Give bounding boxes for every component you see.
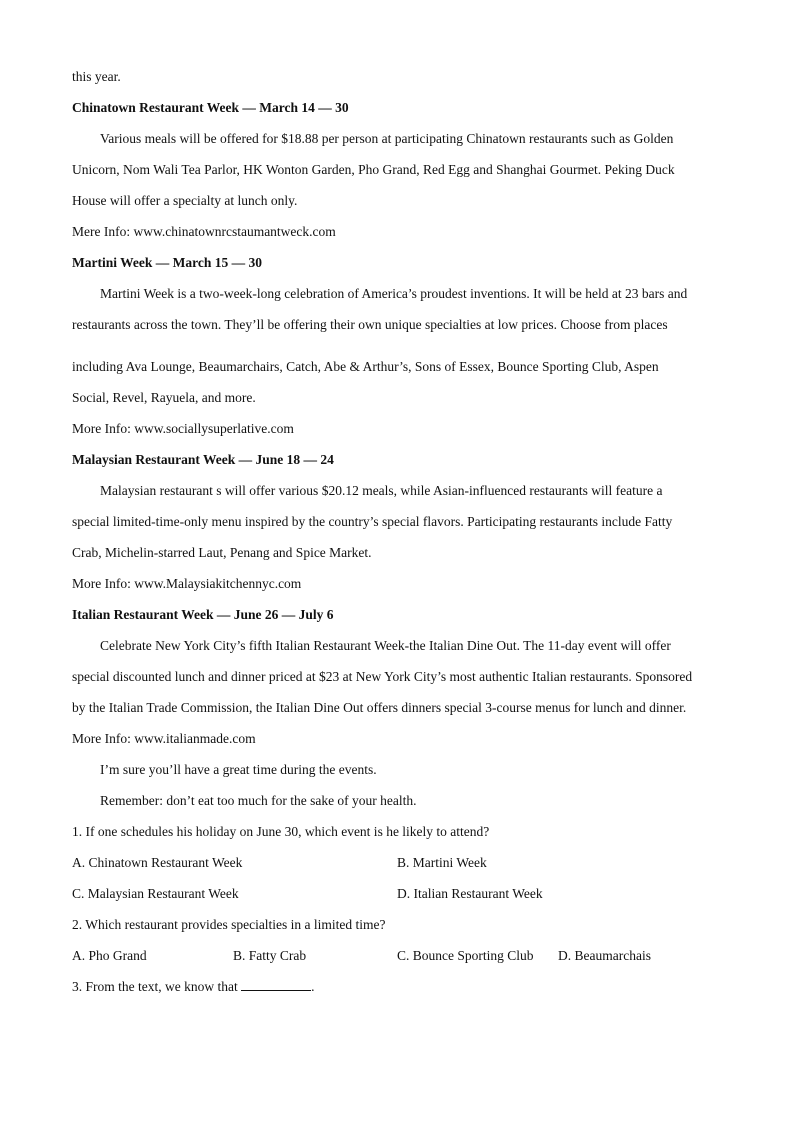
text-line: this year. xyxy=(72,69,121,84)
question-3-text: 3. From the text, we know that xyxy=(72,979,238,994)
question-1-options-row-2 xyxy=(72,878,724,909)
option-b: B. Fatty Crab xyxy=(233,948,307,963)
option-d: D. Italian Restaurant Week xyxy=(397,886,543,901)
document-page xyxy=(72,61,724,1002)
question-1-options-row-1 xyxy=(72,847,724,878)
paragraph-line: Various meals will be offered for $18.88 per person at participating Chinatown restaurants such as Golden xyxy=(100,131,674,146)
paragraph-line: Malaysian restaurant s will offer various $20.12 meals, while Asian-influenced restaurants will feature a xyxy=(100,483,663,498)
period: . xyxy=(311,979,315,994)
question-2-options-row xyxy=(72,940,724,971)
section-heading-malaysian: Malaysian Restaurant Week — June 18 — 24 xyxy=(72,452,334,467)
option-d: D. Beaumarchais xyxy=(558,948,651,963)
more-info-line: Mere Info: www.chinatownrcstaumantweck.com xyxy=(72,224,336,239)
paragraph-line: special limited-time-only menu inspired by the country’s special flavors. Participating restaurants include Fatty xyxy=(72,514,673,529)
more-info-line: More Info: www.sociallysuperlative.com xyxy=(72,421,294,436)
paragraph-line: Crab, Michelin-starred Laut, Penang and Spice Market. xyxy=(72,545,372,560)
option-a: A. Pho Grand xyxy=(72,948,147,963)
section-heading-martini: Martini Week — March 15 — 30 xyxy=(72,255,262,270)
closing-line: I’m sure you’ll have a great time during the events. xyxy=(100,762,377,777)
paragraph-line: Celebrate New York City’s fifth Italian Restaurant Week-the Italian Dine Out. The 11-day event will offer xyxy=(100,638,671,653)
question-3 xyxy=(72,971,724,1002)
option-b: B. Martini Week xyxy=(397,855,487,870)
option-a: A. Chinatown Restaurant Week xyxy=(72,855,243,870)
section-heading-chinatown: Chinatown Restaurant Week — March 14 — 30 xyxy=(72,100,349,115)
paragraph-line: House will offer a specialty at lunch only. xyxy=(72,193,298,208)
question-2: 2. Which restaurant provides specialties in a limited time? xyxy=(72,917,386,932)
paragraph-line: including Ava Lounge, Beaumarchairs, Catch, Abe & Arthur’s, Sons of Essex, Bounce Sporting Club, Aspen xyxy=(72,359,659,374)
question-1: 1. If one schedules his holiday on June 30, which event is he likely to attend? xyxy=(72,824,490,839)
section-heading-italian: Italian Restaurant Week — June 26 — July 6 xyxy=(72,607,334,622)
paragraph-line: Unicorn, Nom Wali Tea Parlor, HK Wonton Garden, Pho Grand, Red Egg and Shanghai Gourmet. Peking Duck xyxy=(72,162,675,177)
closing-line: Remember: don’t eat too much for the sake of your health. xyxy=(100,793,417,808)
answer-blank xyxy=(241,976,311,991)
paragraph-line: by the Italian Trade Commission, the Italian Dine Out offers dinners special 3-course menus for lunch and dinner. xyxy=(72,700,687,715)
more-info-line: More Info: www.Malaysiakitchennyc.com xyxy=(72,576,302,591)
more-info-line: More Info: www.italianmade.com xyxy=(72,731,256,746)
paragraph-line: Social, Revel, Rayuela, and more. xyxy=(72,390,256,405)
option-c: C. Malaysian Restaurant Week xyxy=(72,886,239,901)
paragraph-line: restaurants across the town. They’ll be offering their own unique specialties at low prices. Choose from places xyxy=(72,317,668,332)
paragraph-line: special discounted lunch and dinner priced at $23 at New York City’s most authentic Italian restaurants. Sponsored xyxy=(72,669,693,684)
paragraph-line: Martini Week is a two-week-long celebration of America’s proudest inventions. It will be held at 23 bars and xyxy=(100,286,688,301)
option-c: C. Bounce Sporting Club xyxy=(397,948,534,963)
